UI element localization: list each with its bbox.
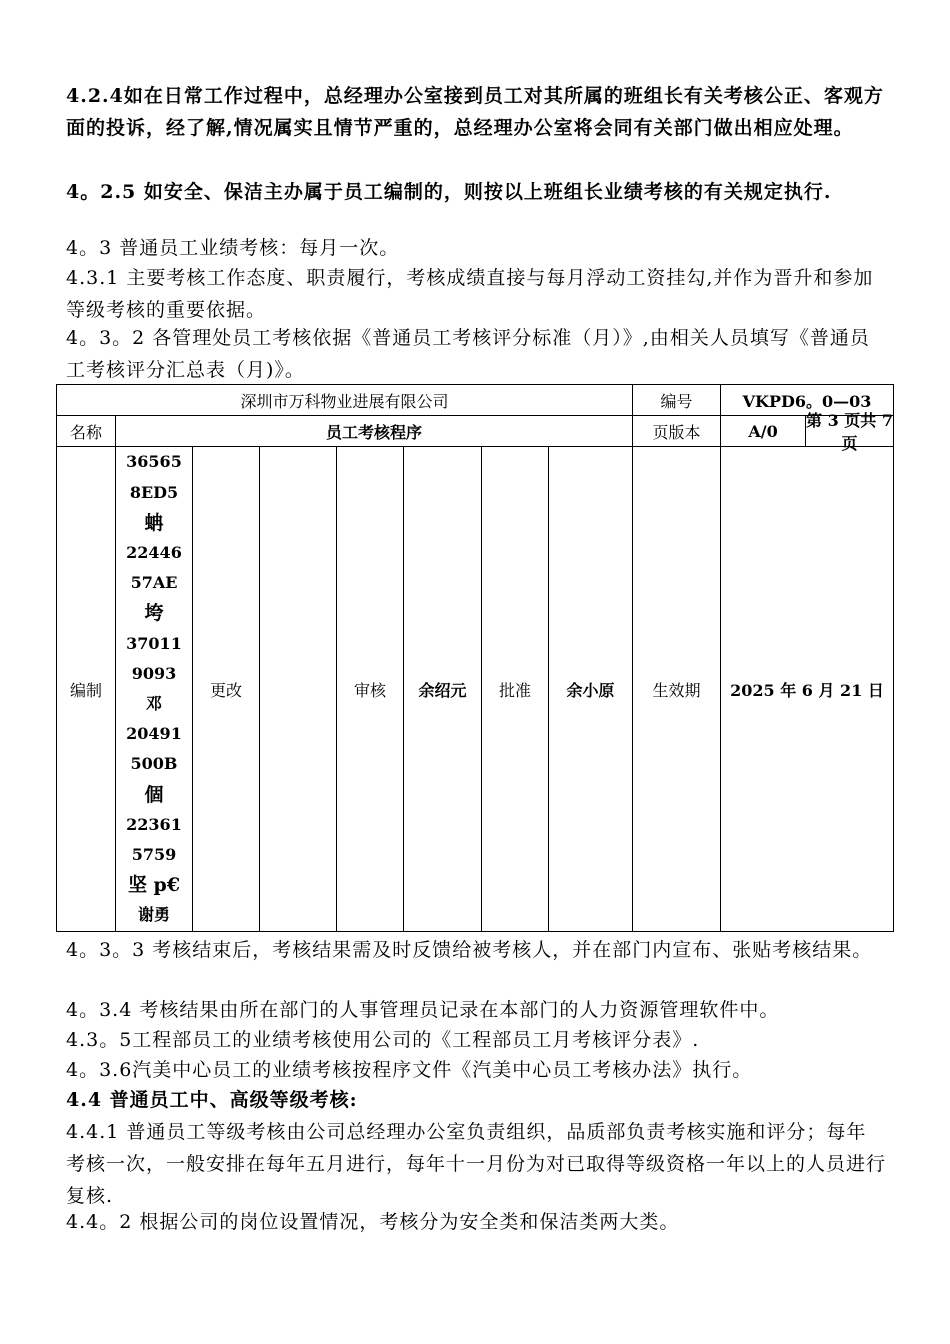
compile-code: 36565 xyxy=(126,452,182,472)
effective-date: 2025 年 6 月 21 日 xyxy=(721,447,894,932)
page-info: 第 3 页共 7 页 xyxy=(806,411,893,453)
compile-code: 垮 xyxy=(144,602,164,625)
change-value xyxy=(260,447,337,932)
compile-code: 57AE xyxy=(130,573,178,593)
company-name: 深圳市万科物业进展有限公司 xyxy=(57,385,633,416)
compile-code: 邓 xyxy=(145,694,162,713)
review-label: 审核 xyxy=(337,447,404,932)
paragraph-4-2-5: 4。2.5 如安全、保洁主办属于员工编制的，则按以上班组长业绩考核的有关规定执行. xyxy=(66,181,832,203)
paragraph-4-3-5: 4.3。5工程部员工的业绩考核使用公司的《工程部员工月考核评分表》. xyxy=(66,1029,700,1051)
heading-4-4: 4.4 普通员工中、高级等级考核: xyxy=(66,1089,358,1111)
compile-codes xyxy=(116,447,193,932)
paragraph-4-4-2: 4.4。2 根据公司的岗位设置情况，考核分为安全类和保洁类两大类。 xyxy=(66,1211,680,1233)
paragraph-4-3: 4。3 普通员工业绩考核：每月一次。 xyxy=(66,237,400,259)
compile-code: 個 xyxy=(144,783,164,806)
compile-label: 编制 xyxy=(57,447,116,932)
paragraph-4-3-6: 4。3.6汽美中心员工的业绩考核按程序文件《汽美中心员工考核办法》执行。 xyxy=(66,1059,753,1081)
approve-label: 批准 xyxy=(482,447,549,932)
change-label: 更改 xyxy=(193,447,260,932)
edition-value: A/0 xyxy=(721,416,806,446)
paragraph-4-3-2: 4。3。2 各管理处员工考核依据《普通员工考核评分标准（月）》,由相关人员填写《普通员工考核评分汇总表（月)》。 xyxy=(66,327,870,381)
edition-page-cell xyxy=(721,411,894,453)
paragraph-4-2-4: 4.2.4如在日常工作过程中，总经理办公室接到员工对其所属的班组长有关考核公正、客观方面的投诉，经了解,情况属实且情节严重的，总经理办公室将会同有关部门做出相应处理。 xyxy=(66,85,884,139)
compile-code: 坚 p€ xyxy=(127,874,181,897)
compile-code: 22446 xyxy=(126,542,182,562)
effective-label: 生效期 xyxy=(633,447,721,932)
name-label: 名称 xyxy=(57,416,116,447)
edition-label: 页版本 xyxy=(633,416,721,447)
document-header-table xyxy=(56,384,894,932)
compile-code: 蚺 xyxy=(144,511,164,534)
compile-code: 37011 xyxy=(126,633,182,653)
approve-value: 余小原 xyxy=(549,447,633,932)
number-value: VKPD6。0—03 xyxy=(721,385,894,416)
compile-code: 谢勇 xyxy=(137,905,170,925)
compile-code: 22361 xyxy=(126,814,182,834)
number-label: 编号 xyxy=(633,385,721,416)
paragraph-4-3-3: 4。3。3 考核结束后，考核结果需及时反馈给被考核人，并在部门内宣布、张贴考核结果。 xyxy=(66,939,873,961)
review-value: 余绍元 xyxy=(404,447,482,932)
paragraph-4-3-1: 4.3.1 主要考核工作态度、职责履行，考核成绩直接与每月浮动工资挂勾,并作为晋升和参加等级考核的重要依据。 xyxy=(66,267,874,321)
paragraph-4-4-1: 4.4.1 普通员工等级考核由公司总经理办公室负责组织，品质部负责考核实施和评分；每年考核一次，一般安排在每年五月进行，每年十一月份为对已取得等级资格一年以上的人员进行复核. xyxy=(66,1121,887,1207)
compile-code: 500B xyxy=(130,754,178,774)
compile-code: 20491 xyxy=(126,724,182,744)
procedure-name: 员工考核程序 xyxy=(116,416,633,447)
compile-code: 8ED5 xyxy=(129,482,179,502)
paragraph-4-3-4: 4。3.4 考核结果由所在部门的人事管理员记录在本部门的人力资源管理软件中。 xyxy=(66,999,780,1021)
compile-code: 9093 xyxy=(131,663,177,683)
compile-code: 5759 xyxy=(131,845,177,865)
